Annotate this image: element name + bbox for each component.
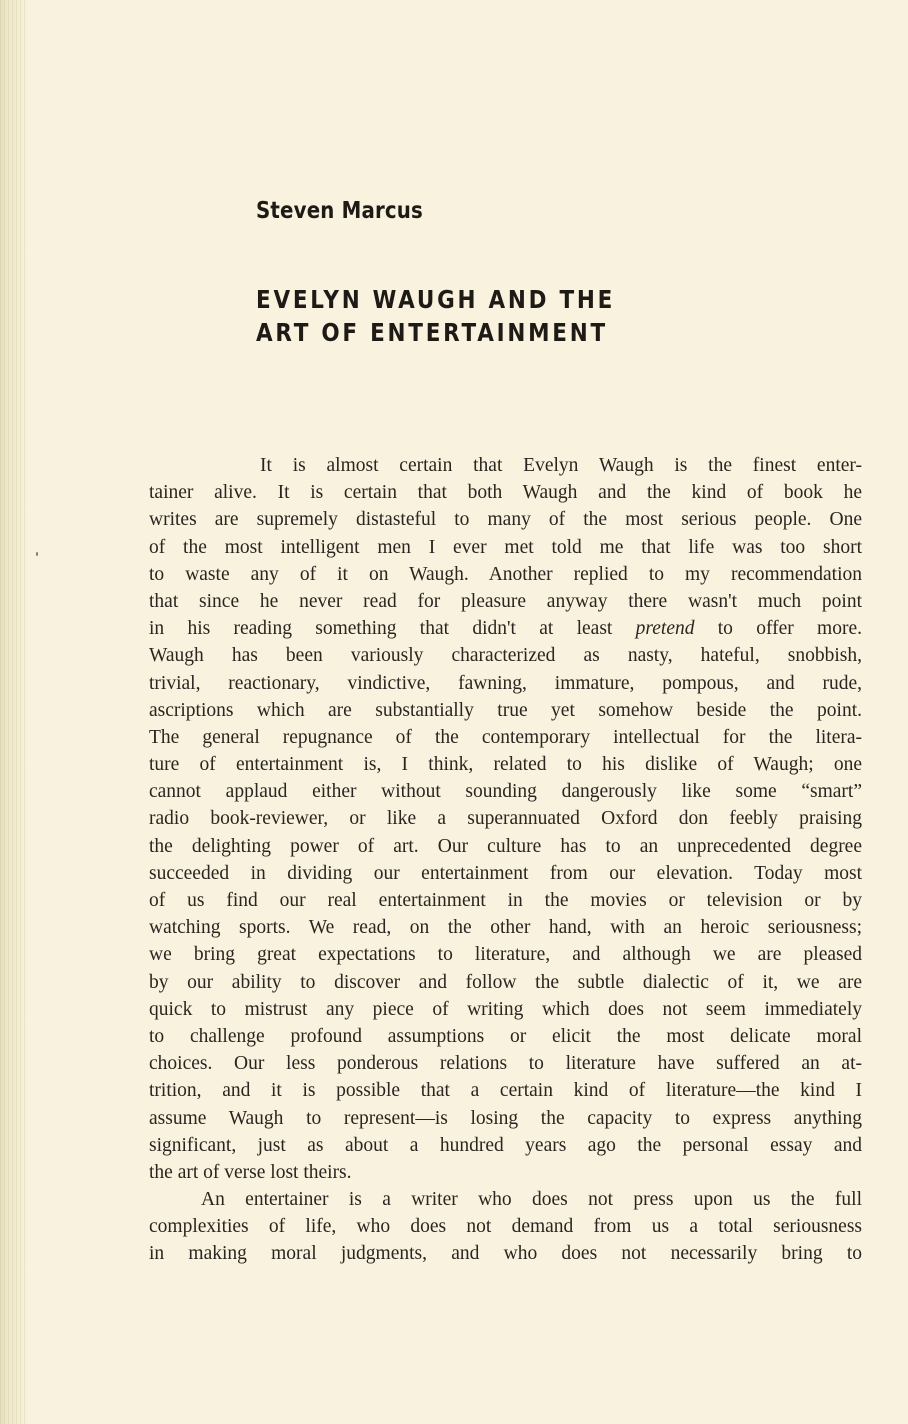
- text-line: we bring great expectations to literature, and although we are pleased: [149, 944, 862, 966]
- text-line: that since he never read for pleasure anyway there wasn't much point: [149, 590, 862, 612]
- text-line: the art of verse lost theirs.: [149, 1161, 352, 1183]
- essay-title-line-2: ART OF ENTERTAINMENT: [256, 318, 608, 347]
- text-segment: in his reading something that didn't at least: [149, 618, 636, 640]
- italic-word: pretend: [635, 618, 695, 640]
- text-line: watching sports. We read, on the other hand, with an heroic seriousness;: [149, 917, 862, 939]
- essay-title-line-1: EVELYN WAUGH AND THE: [256, 285, 616, 314]
- text-line: of the most intelligent men I ever met told me that life was too short: [149, 536, 862, 558]
- margin-mark: [36, 552, 38, 556]
- text-line: of us find our real entertainment in the movies or television or by: [149, 890, 862, 911]
- text-line: significant, just as about a hundred years ago the personal essay and: [149, 1134, 862, 1156]
- text-line: The general repugnance of the contemporary intellectual for the litera-: [149, 726, 862, 748]
- text-line: the delighting power of art. Our culture has to an unprecedented degree: [149, 835, 862, 857]
- text-line: tainer alive. It is certain that both Waugh and the kind of book he: [149, 482, 862, 504]
- text-line: in making moral judgments, and who does not necessarily bring to: [149, 1243, 862, 1265]
- paragraph-2: [149, 1186, 862, 1268]
- text-line: complexities of life, who does not demand from us a total seriousness: [149, 1216, 862, 1238]
- text-line: to challenge profound assumptions or elicit the most delicate moral: [149, 1025, 862, 1047]
- text-line: It is almost certain that Evelyn Waugh is the finest enter-: [260, 455, 862, 476]
- text-line: to waste any of it on Waugh. Another replied to my recommendation: [149, 563, 862, 585]
- text-line: cannot applaud either without sounding dangerously like some “smart”: [149, 781, 862, 803]
- text-segment: to offer more.: [694, 618, 862, 640]
- essay-body: [149, 452, 862, 1268]
- essay-title: [256, 283, 615, 349]
- text-line: ascriptions which are substantially true yet somehow beside the point.: [149, 699, 862, 721]
- text-line: [149, 615, 862, 642]
- text-line: quick to mistrust any piece of writing which does not seem immediately: [149, 998, 862, 1020]
- text-line: writes are supremely distasteful to many of the most serious people. One: [149, 509, 862, 531]
- text-line: succeeded in dividing our entertainment from our elevation. Today most: [149, 862, 862, 884]
- paragraph-1: [149, 452, 862, 1186]
- text-line: trivial, reactionary, vindictive, fawning, immature, pompous, and rude,: [149, 672, 862, 694]
- text-line: assume Waugh to represent—is losing the capacity to express anything: [149, 1107, 862, 1129]
- text-line: by our ability to discover and follow the subtle dialectic of it, we are: [149, 971, 862, 993]
- text-line: radio book-reviewer, or like a superannuated Oxford don feebly praising: [149, 808, 862, 830]
- text-line: trition, and it is possible that a certain kind of literature—the kind I: [149, 1080, 862, 1102]
- page-binding-edge: [0, 0, 28, 1424]
- text-line: Waugh has been variously characterized as nasty, hateful, snobbish,: [149, 645, 862, 667]
- author-name: Steven Marcus: [256, 198, 424, 224]
- text-line: ture of entertainment is, I think, related to his dislike of Waugh; one: [149, 754, 862, 776]
- text-line: choices. Our less ponderous relations to literature have suffered an at-: [149, 1053, 862, 1075]
- text-line: An entertainer is a writer who does not press upon us the full: [201, 1189, 862, 1211]
